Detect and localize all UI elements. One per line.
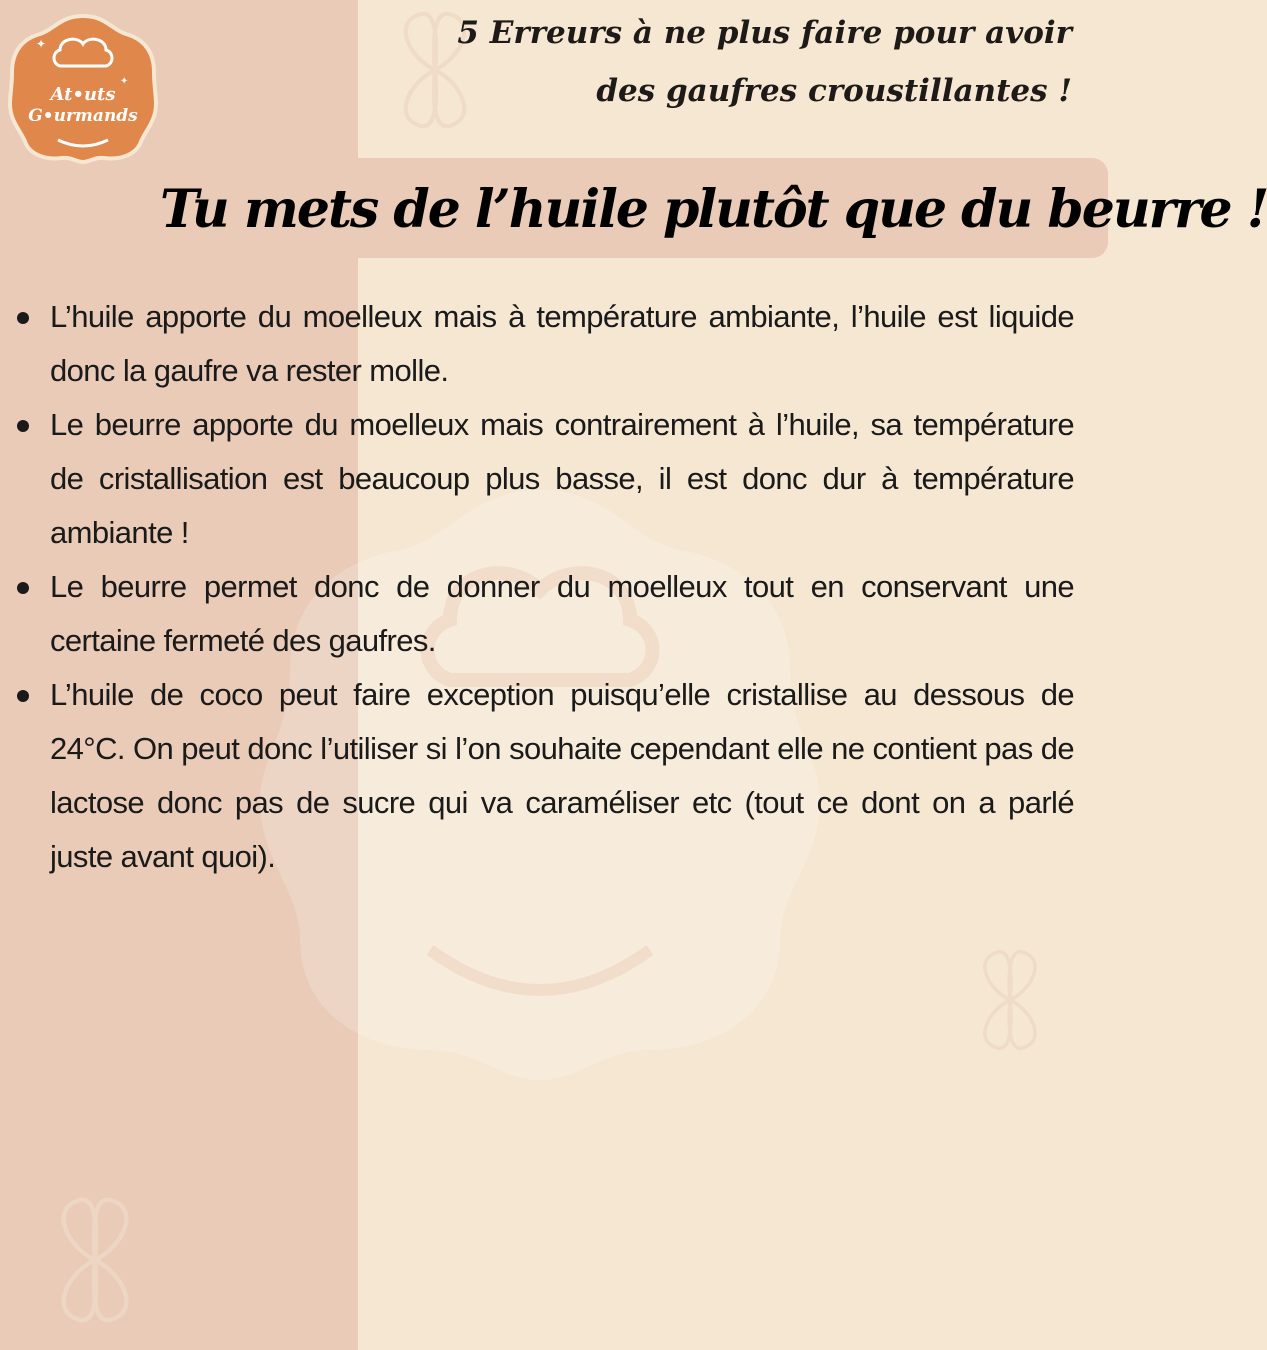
series-title: 5 Erreurs à ne plus faire pour avoir des gaufres croustillantes ! xyxy=(457,15,1072,109)
list-item xyxy=(12,290,1074,398)
list-item xyxy=(12,668,1074,884)
list-item-text: L’huile apporte du moelleux mais à température ambiante, l’huile est liquide donc la gaufre va rester molle. xyxy=(50,299,1074,388)
brand-logo xyxy=(8,12,158,162)
list-item xyxy=(12,560,1074,668)
bullet-icon xyxy=(17,690,29,702)
list-item-text: L’huile de coco peut faire exception puisqu’elle cristallise au dessous de 24°C. On peut donc l’utiliser si l’on souhaite cependant elle ne contient pas de lactose donc pas de sucre qui va caraméliser etc (tout ce dont on a parlé juste avant quoi). xyxy=(50,677,1074,874)
bullet-icon xyxy=(17,420,29,432)
bullet-icon xyxy=(17,582,29,594)
list-item-text: Le beurre permet donc de donner du moelleux tout en conservant une certaine fermeté des gaufres. xyxy=(50,569,1074,658)
clover-icon xyxy=(950,940,1070,1060)
list-item-text: Le beurre apporte du moelleux mais contrairement à l’huile, sa température de cristallisation est beaucoup plus basse, il est donc dur à température ambiante ! xyxy=(50,407,1074,550)
logo-text-line1: At•uts xyxy=(50,84,116,105)
svg-text:✦: ✦ xyxy=(36,37,47,51)
page-title: Tu mets de l’huile plutôt que du beurre ! xyxy=(160,179,1267,240)
bullet-list xyxy=(12,290,1074,884)
list-item xyxy=(12,398,1074,560)
clover-icon xyxy=(20,1180,170,1340)
bullet-icon xyxy=(17,312,29,324)
svg-text:✦: ✦ xyxy=(120,76,129,87)
logo-text-line2: G•urmands xyxy=(28,106,138,126)
